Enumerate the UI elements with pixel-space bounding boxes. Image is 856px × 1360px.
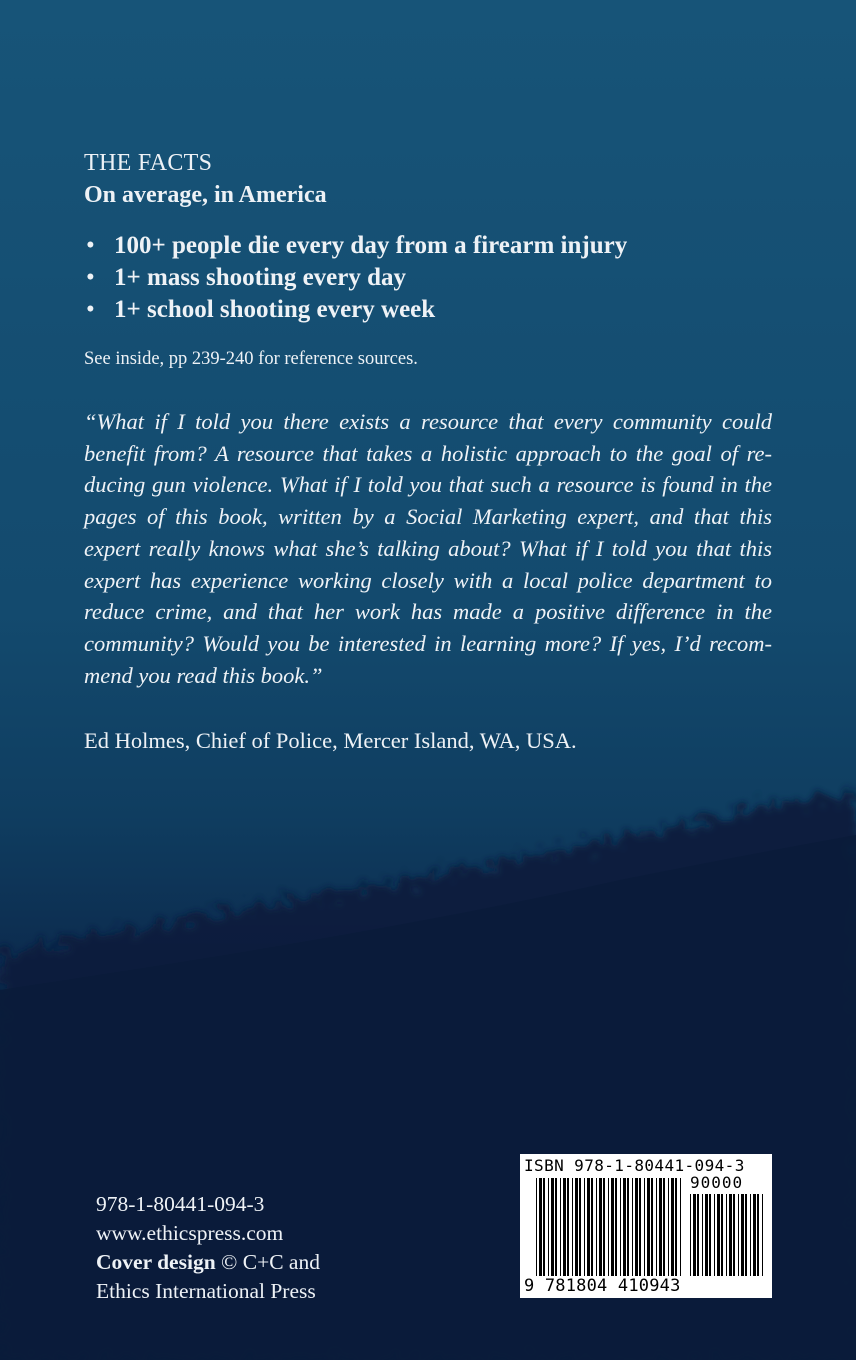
addon-bar [750,1194,751,1276]
barcode-bar [539,1178,542,1276]
barcode-bar [536,1178,537,1276]
barcode-bar [608,1178,609,1276]
barcode-bar [563,1178,566,1276]
barcode-bar [611,1178,614,1276]
barcode-bar [579,1178,581,1276]
addon-bar [745,1194,747,1276]
barcode-bar [651,1178,653,1276]
barcode-addon-label: 90000 [690,1173,744,1192]
list-item [84,230,627,262]
cover-design-label: Cover design [96,1250,216,1274]
addon-bar [721,1194,723,1276]
barcode-bar [567,1178,569,1276]
facts-subheading: On average, in America [84,182,327,208]
addon-bar [733,1194,735,1276]
fact-text: 1+ mass shooting every day [114,264,407,291]
barcode-bar [623,1178,626,1276]
barcode-bar [635,1178,638,1276]
addon-bar [762,1194,763,1276]
barcode-bar [603,1178,605,1276]
barcode-bar [548,1178,549,1276]
addon-bar [717,1194,720,1276]
addon-bar [753,1194,756,1276]
barcode-bar [551,1178,554,1276]
cover-design-credit: © C+C and [215,1250,320,1274]
addon-bar [709,1194,711,1276]
quote-attribution: Ed Holmes, Chief of Police, Mercer Island, WA, USA. [84,728,577,753]
list-item [84,294,627,326]
addon-bar [693,1194,696,1276]
barcode-bar [663,1178,665,1276]
isbn-text: 978-1-80441-094-3 [96,1192,265,1216]
barcode-digits: 9 781804 410943 [524,1276,681,1296]
barcode-bar [599,1178,602,1276]
barcode-bar [584,1178,585,1276]
addon-bar [738,1194,739,1276]
barcode-isbn-label: ISBN 978-1-80441-094-3 [524,1156,745,1175]
fact-text: 1+ school shooting every week [114,296,436,323]
addon-bar [697,1194,699,1276]
isbn-barcode [520,1154,772,1298]
barcode-bar [668,1178,669,1276]
facts-heading: THE FACTS [84,150,213,176]
barcode-bar [659,1178,662,1276]
barcode-bar [591,1178,593,1276]
list-item [84,262,627,294]
reference-note: See inside, pp 239-240 for reference sources. [84,349,418,369]
bullet-icon: • [86,264,95,291]
barcode-bar [632,1178,633,1276]
bullet-icon: • [86,232,95,259]
barcode-bar [587,1178,590,1276]
endorsement-quote: “What if I told you there exists a resource that every community could benefit from? A resource that takes a holistic approach to the goal of reducing gun violence. What if I told you that such a resource is found in the pages of this book, written by a Social Marketing expert, and that this expert really knows what she’s talking about? What if I told you that this expert has experience working closely with a local police department to reduce crime, and that her work has made a positive difference in the community? Would you be interested in learning more? If yes, I’d recommend you read this book.” [84,409,772,688]
barcode-bar [615,1178,617,1276]
publisher-name: Ethics International Press [96,1279,316,1303]
barcode-bar [572,1178,573,1276]
barcode-bar [656,1178,657,1276]
fact-text: 100+ people die every day from a firearm injury [114,232,628,259]
publisher-imprint [96,1190,320,1306]
addon-bar [702,1194,703,1276]
barcode-bar [560,1178,561,1276]
barcode-bar [575,1178,578,1276]
barcode-bar [543,1178,545,1276]
addon-bar [690,1194,691,1276]
barcode-bar [620,1178,621,1276]
barcode-bar [596,1178,597,1276]
barcode-bar [647,1178,650,1276]
barcode-bar [627,1178,629,1276]
addon-bar [726,1194,727,1276]
addon-bar [714,1194,715,1276]
barcode-bar [555,1178,557,1276]
addon-bar [729,1194,732,1276]
addon-bar [741,1194,744,1276]
barcode-bar [680,1178,681,1276]
facts-list [84,230,627,326]
barcode-bar [675,1178,677,1276]
addon-bar [705,1194,708,1276]
addon-bar [757,1194,759,1276]
barcode-bar [644,1178,645,1276]
barcode-bar [639,1178,641,1276]
bullet-icon: • [86,296,95,323]
barcode-bar [671,1178,674,1276]
cover-credit [96,1248,320,1277]
website-text: www.ethicspress.com [96,1221,284,1245]
